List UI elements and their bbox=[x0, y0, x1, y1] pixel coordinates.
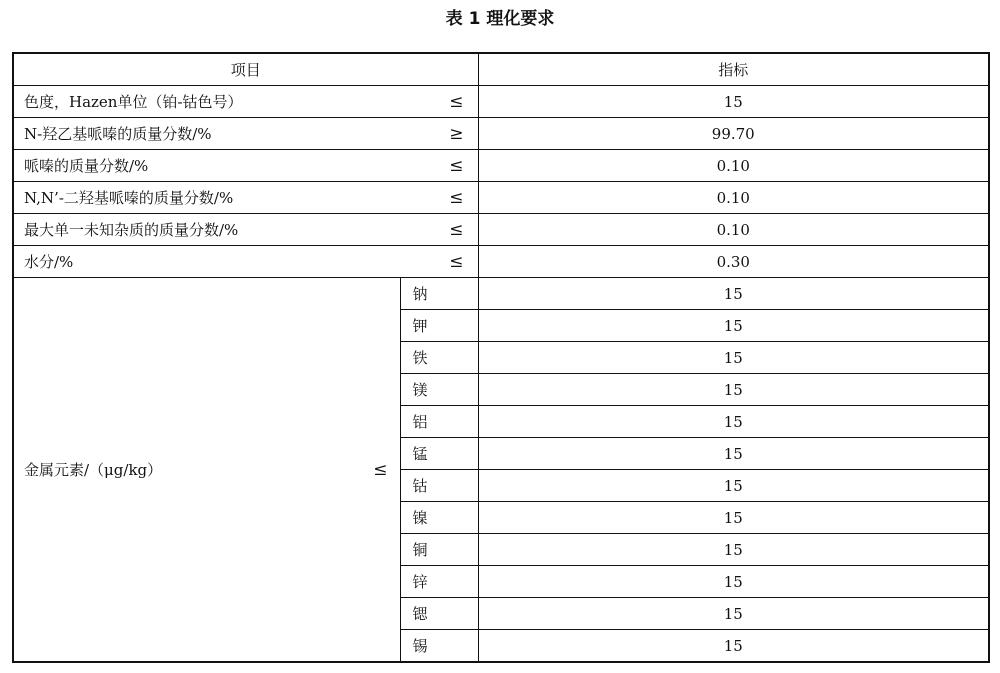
table-row bbox=[13, 214, 989, 246]
row-value: 0.10 bbox=[478, 214, 989, 246]
row-value: 0.30 bbox=[478, 246, 989, 278]
metal-value: 15 bbox=[478, 438, 989, 470]
metal-name: 钾 bbox=[400, 310, 478, 342]
metal-name: 锰 bbox=[400, 438, 478, 470]
row-value: 99.70 bbox=[478, 118, 989, 150]
comparison-symbol: ≤ bbox=[449, 187, 464, 208]
specification-table bbox=[12, 52, 990, 663]
metal-value: 15 bbox=[478, 566, 989, 598]
table-row bbox=[13, 182, 989, 214]
metal-name: 铜 bbox=[400, 534, 478, 566]
metal-name: 锡 bbox=[400, 630, 478, 663]
metal-name: 镁 bbox=[400, 374, 478, 406]
metal-value: 15 bbox=[478, 470, 989, 502]
metal-name: 钴 bbox=[400, 470, 478, 502]
row-label: N-羟乙基哌嗪的质量分数/% bbox=[24, 125, 212, 143]
metal-name: 镍 bbox=[400, 502, 478, 534]
comparison-symbol: ≤ bbox=[373, 459, 388, 480]
metal-name: 铝 bbox=[400, 406, 478, 438]
row-label: 水分/% bbox=[24, 253, 74, 271]
metal-name: 锌 bbox=[400, 566, 478, 598]
metal-value: 15 bbox=[478, 406, 989, 438]
row-label: 哌嗪的质量分数/% bbox=[24, 157, 149, 175]
comparison-symbol: ≤ bbox=[449, 251, 464, 272]
metal-value: 15 bbox=[478, 278, 989, 310]
table-row bbox=[13, 118, 989, 150]
table-row bbox=[13, 150, 989, 182]
table-row bbox=[13, 246, 989, 278]
metal-value: 15 bbox=[478, 630, 989, 663]
comparison-symbol: ≤ bbox=[449, 91, 464, 112]
comparison-symbol: ≥ bbox=[449, 123, 464, 144]
row-label: 最大单一未知杂质的质量分数/% bbox=[24, 221, 239, 239]
table-title: 表 1 理化要求 bbox=[445, 9, 555, 29]
metal-name: 铁 bbox=[400, 342, 478, 374]
comparison-symbol: ≤ bbox=[449, 155, 464, 176]
header-item: 项目 bbox=[13, 53, 478, 86]
metal-value: 15 bbox=[478, 534, 989, 566]
row-value: 15 bbox=[478, 86, 989, 118]
metal-value: 15 bbox=[478, 374, 989, 406]
metal-name: 锶 bbox=[400, 598, 478, 630]
metal-value: 15 bbox=[478, 342, 989, 374]
metal-name: 钠 bbox=[400, 278, 478, 310]
row-value: 0.10 bbox=[478, 182, 989, 214]
table-row bbox=[13, 86, 989, 118]
comparison-symbol: ≤ bbox=[449, 219, 464, 240]
row-value: 0.10 bbox=[478, 150, 989, 182]
row-label: 色度，Hazen单位（铂-钴色号） bbox=[24, 93, 243, 111]
metal-value: 15 bbox=[478, 502, 989, 534]
metal-row bbox=[13, 278, 989, 310]
metal-value: 15 bbox=[478, 310, 989, 342]
table-header-row bbox=[13, 53, 989, 86]
header-index: 指标 bbox=[478, 53, 989, 86]
metal-value: 15 bbox=[478, 598, 989, 630]
row-label: N,N’-二羟基哌嗪的质量分数/% bbox=[24, 189, 234, 207]
metals-label: 金属元素/（μg/kg） bbox=[24, 461, 163, 479]
